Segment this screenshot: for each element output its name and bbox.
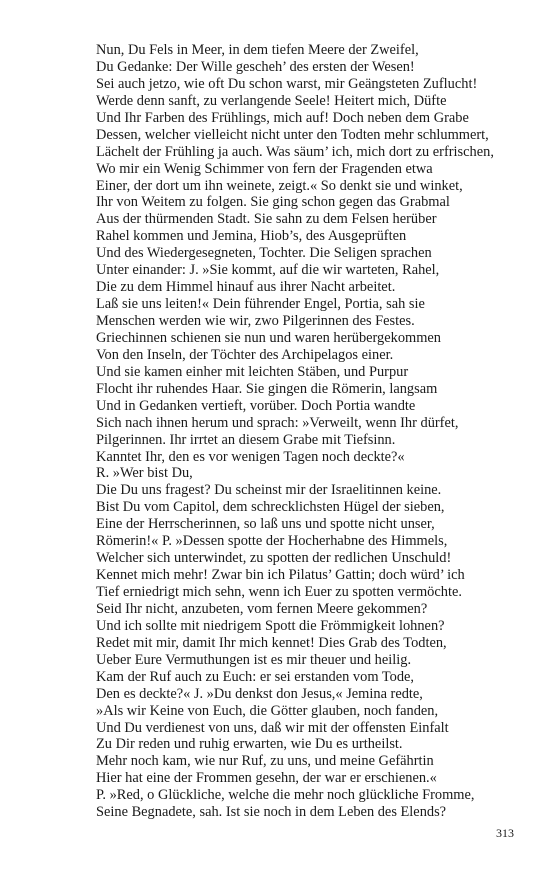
text-line: Zu Dir reden und ruhig erwarten, wie Du es urtheilst. <box>96 736 403 753</box>
text-line: Tief erniedrigt mich sehn, wenn ich Euer zu spotten vermöchte. <box>96 584 462 600</box>
text-line: Von den Inseln, der Töchter des Archipelagos einer. <box>96 346 394 363</box>
text-line: Laß sie uns leiten!« Dein führender Engel, Portia, sah sie <box>96 296 425 313</box>
text-line: »Als wir Keine von Euch, die Götter glauben, noch fanden, <box>96 702 439 719</box>
text-line: Bist Du vom Capitol, dem schrecklichsten Hügel der sieben, <box>96 499 445 516</box>
text-line: Dessen, welcher vielleicht nicht unter den Todten mehr schlummert, <box>96 126 489 143</box>
text-line: Die zu dem Himmel hinauf aus ihrer Nacht arbeitet. <box>96 279 396 296</box>
text-line: Ihr von Weitem zu folgen. Sie ging schon gegen das Grabmal <box>96 194 450 211</box>
text-line: Einer, der dort um ihn weinete, zeigt.« So denkt sie und winket, <box>96 177 463 194</box>
text-line: Ueber Eure Vermuthungen ist es mir theuer und heilig. <box>96 651 412 668</box>
text-line: Römerin!« P. »Dessen spotte der Hocherhabne des Himmels, <box>96 533 448 550</box>
text-line: Sich nach ihnen herum und sprach: »Verweilt, wenn Ihr dürfet, <box>96 414 459 431</box>
text-line: Flocht ihr ruhendes Haar. Sie gingen die Römerin, langsam <box>96 380 438 397</box>
text-line: Eine der Herrscherinnen, so laß uns und spotte nicht unser, <box>96 516 435 533</box>
text-line: Und des Wiedergesegneten, Tochter. Die Seligen sprachen <box>96 245 432 262</box>
text-line: Rahel kommen und Jemina, Hiob’s, des Ausgeprüften <box>96 228 407 245</box>
text-line: Die Du uns fragest? Du scheinst mir der Israelitinnen keine. <box>96 482 442 499</box>
text-line: Seine Begnadete, sah. Ist sie noch in dem Leben des Elends? <box>96 804 447 821</box>
text-line: Kanntet Ihr, den es vor wenigen Tagen noch deckte?« <box>96 448 405 465</box>
text-line: R. »Wer bist Du, <box>96 465 193 482</box>
text-line: Werde denn sanft, zu verlangende Seele! Heitert mich, Düfte <box>96 92 447 109</box>
text-line: Und Du verdienest von uns, daß wir mit der offensten Einfalt <box>96 719 449 736</box>
text-line: Kam der Ruf auch zu Euch: er sei erstanden vom Tode, <box>96 668 415 685</box>
text-line: Mehr noch kam, wie nur Ruf, zu uns, und meine Gefährtin <box>96 753 434 770</box>
text-line: Menschen werden wie wir, zwo Pilgerinnen des Festes. <box>96 313 415 329</box>
text-line: Und sie kamen einher mit leichten Stäben, und Purpur <box>96 363 409 380</box>
text-line: Seid Ihr nicht, anzubeten, vom fernen Meere gekommen? <box>96 600 428 617</box>
text-line: P. »Red, o Glückliche, welche die mehr noch glückliche Fromme, <box>96 787 475 804</box>
text-line: Aus der thürmenden Stadt. Sie sahn zu dem Felsen herüber <box>96 211 437 228</box>
poem-text <box>96 42 536 821</box>
text-line: Und Ihr Farben des Frühlings, mich auf! Doch neben dem Grabe <box>96 109 469 126</box>
text-line: Den es deckte?« J. »Du denkst don Jesus,« Jemina redte, <box>96 685 423 702</box>
text-line: Welcher sich unterwindet, zu spotten der redlichen Unschuld! <box>96 550 452 567</box>
text-line: Und in Gedanken vertieft, vorüber. Doch Portia wandte <box>96 397 416 414</box>
text-line: Kennet mich mehr! Zwar bin ich Pilatus’ Gattin; doch würd’ ich <box>96 567 465 584</box>
text-line: Nun, Du Fels in Meer, in dem tiefen Meere der Zweifel, <box>96 42 419 58</box>
text-line: Lächelt der Frühling ja auch. Was säum’ ich, mich dort zu erfrischen, <box>96 143 494 160</box>
text-line: Griechinnen schienen sie nun und waren herübergekommen <box>96 329 441 346</box>
text-line: Hier hat eine der Frommen gesehn, der war er erschienen.« <box>96 770 437 787</box>
text-line: Pilgerinnen. Ihr irrtet an diesem Grabe mit Tiefsinn. <box>96 431 396 448</box>
page-number: 313 <box>496 826 514 840</box>
text-line: Wo mir ein Wenig Schimmer von fern der Fragenden etwa <box>96 160 433 177</box>
text-line: Sei auch jetzo, wie oft Du schon warst, mir Geängsteten Zuflucht! <box>96 75 478 92</box>
text-line: Und ich sollte mit niedrigem Spott die Frömmigkeit lohnen? <box>96 617 445 634</box>
text-line: Du Gedanke: Der Wille gescheh’ des ersten der Wesen! <box>96 58 415 75</box>
text-line: Unter einander: J. »Sie kommt, auf die wir warteten, Rahel, <box>96 262 440 279</box>
text-line: Redet mit mir, damit Ihr mich kennet! Dies Grab des Todten, <box>96 634 447 651</box>
